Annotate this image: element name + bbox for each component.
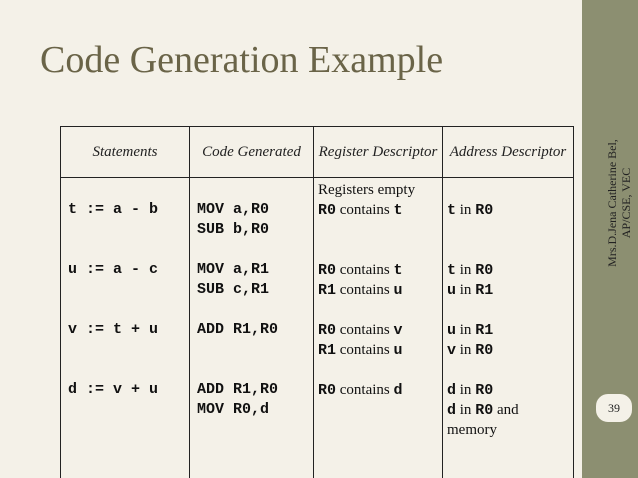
- statement-2: u := a - c: [68, 261, 159, 278]
- register-entry-2: R0 contains t: [318, 262, 403, 279]
- address-entry-memory: memory: [447, 422, 497, 438]
- address-entry-3: u in R1: [447, 282, 494, 299]
- address-entry-4: u in R1: [447, 322, 494, 339]
- author-line-1: Mrs.D.Jena Catherine Bel,: [605, 139, 619, 267]
- register-entry-1: R0 contains t: [318, 202, 403, 219]
- code-line-1: MOV a,R0: [197, 201, 270, 218]
- register-entry-3: R1 contains u: [318, 282, 403, 299]
- register-descriptor-cell: [314, 178, 443, 478]
- page-number-badge: 39: [594, 392, 634, 424]
- code-line-4: SUB c,R1: [197, 281, 270, 298]
- address-entry-7: d in R0 and: [447, 402, 519, 419]
- slide-title: Code Generation Example: [40, 39, 444, 81]
- address-entry-5: v in R0: [447, 342, 494, 359]
- code-line-7: MOV R0,d: [197, 401, 270, 418]
- author-line-2: AP/CSE, VEC: [619, 167, 633, 239]
- register-entry-4: R0 contains v: [318, 322, 403, 339]
- address-entry-2: t in R0: [447, 262, 494, 279]
- address-entry-1: t in R0: [447, 202, 494, 219]
- statements-cell: [61, 178, 190, 478]
- code-line-2: SUB b,R0: [197, 221, 270, 238]
- header-code-generated: Code Generated: [190, 127, 314, 178]
- address-descriptor-cell: [443, 178, 574, 478]
- code-line-5: ADD R1,R0: [197, 321, 279, 338]
- statement-1: t := a - b: [68, 201, 159, 218]
- register-entry-6: R0 contains d: [318, 382, 403, 399]
- table-body-row: [61, 178, 574, 478]
- code-line-3: MOV a,R1: [197, 261, 270, 278]
- header-register-descriptor: Register Descriptor: [314, 127, 443, 178]
- register-entry-5: R1 contains u: [318, 342, 403, 359]
- author-side-note: [605, 108, 633, 298]
- code-cell: [190, 178, 314, 478]
- header-statements: Statements: [61, 127, 190, 178]
- statement-3: v := t + u: [68, 321, 159, 338]
- registers-empty-label: Registers empty: [318, 182, 416, 198]
- address-entry-6: d in R0: [447, 382, 494, 399]
- code-generation-table: [60, 126, 574, 478]
- table-header-row: [61, 127, 574, 178]
- statement-4: d := v + u: [68, 381, 159, 398]
- header-address-descriptor: Address Descriptor: [443, 127, 574, 178]
- code-line-6: ADD R1,R0: [197, 381, 279, 398]
